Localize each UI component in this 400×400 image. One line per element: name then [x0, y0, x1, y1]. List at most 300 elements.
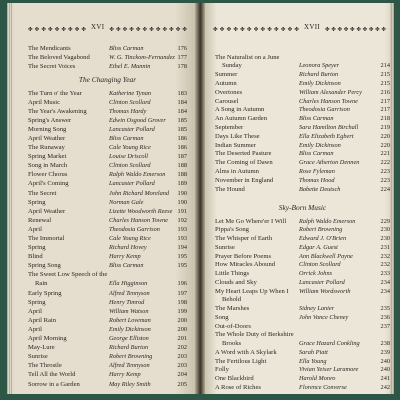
entry-page-number: 231 [380, 243, 390, 251]
fleuron-icon [68, 23, 73, 31]
entry-author: Sarah Piatt [299, 348, 328, 356]
toc-entry-continuation [215, 340, 390, 349]
entry-author: Theodosia Garrison [109, 225, 160, 233]
toc-entry [215, 150, 390, 159]
toc-entry [215, 261, 390, 270]
entry-author: Ralph Waldo Emerson [299, 217, 356, 225]
entry-author: John Vance Cheney [299, 313, 349, 321]
entry-title: Rain [35, 280, 48, 288]
toc-entry [215, 305, 390, 314]
entry-title: April's Coming [28, 180, 69, 188]
fleuron-icon [331, 23, 336, 31]
fleuron-icon [233, 23, 238, 31]
fleuron-icon [325, 23, 330, 31]
entry-title: Prayer Before Poems [215, 252, 272, 260]
entry-title: How Miracles Abound [215, 261, 276, 269]
entry-page-number: 223 [380, 167, 390, 175]
entry-author: Robert Loveman [109, 316, 151, 324]
entry-title: Spring [28, 298, 46, 306]
entry-author: George Elliston [109, 335, 149, 343]
entry-author: Bliss Carman [109, 44, 144, 52]
entry-title: Let Me Go Where'er I Will [215, 217, 287, 225]
entry-page-number: 188 [177, 171, 187, 179]
entry-page-number: 234 [380, 287, 390, 295]
entry-title: The Whole Duty of Berkshire [215, 331, 294, 339]
entry-page-number: 242 [380, 383, 390, 391]
entry-title: The Secret Voices [28, 62, 76, 70]
entry-title: The Sweet Low Speech of the [28, 271, 108, 279]
toc-entry [215, 54, 390, 63]
entry-title: Behold [222, 296, 242, 304]
entry-page-number: 188 [177, 162, 187, 170]
fleuron-icon [247, 23, 252, 31]
entry-title: Summer [215, 71, 238, 79]
toc-entry [28, 98, 187, 107]
toc-list [28, 89, 187, 389]
entry-author: Lancaster Pollard [299, 278, 345, 286]
entry-title: Indian Summer [215, 141, 256, 149]
fleuron-icon [136, 23, 141, 31]
entry-author: Babette Deutsch [299, 185, 341, 193]
entry-title: The Whisper of Earth [215, 235, 273, 243]
toc-entry [215, 80, 390, 89]
entry-author: Richard Burton [109, 344, 149, 352]
entry-title: The Hound [215, 185, 245, 193]
fleuron-icon [123, 23, 128, 31]
toc-entry [28, 316, 187, 325]
entry-author: Orrick Johns [299, 270, 333, 278]
entry-page-number: 178 [177, 62, 187, 70]
toc-entry [28, 125, 187, 134]
entry-title: April Rain [28, 316, 57, 324]
entry-title: Alms in Autumn [215, 167, 259, 175]
entry-page-number: 195 [177, 253, 187, 261]
fleuron-icon [260, 23, 265, 31]
entry-author: Lancaster Pollard [109, 180, 155, 188]
entry-page-number: 221 [380, 150, 390, 158]
fleuron-icon [338, 23, 343, 31]
entry-author: Emily Dickinson [299, 141, 341, 149]
entry-page-number: 195 [177, 262, 187, 270]
toc-entry [28, 207, 187, 216]
ornament-strip [28, 23, 86, 31]
toc-entry [28, 143, 187, 152]
entry-page-number: 190 [177, 189, 187, 197]
entry-page-number: 184 [177, 98, 187, 106]
toc-entry [215, 177, 390, 186]
entry-author: Bliss Carman [299, 150, 334, 158]
entry-title: A Song in Autumn [215, 106, 265, 114]
fleuron-icon [169, 23, 174, 31]
fleuron-icon [274, 23, 279, 31]
entry-title: The Marshes [215, 305, 250, 313]
fleuron-icon [254, 23, 259, 31]
ornament-strip [109, 23, 187, 31]
entry-title: Sunday [222, 62, 242, 70]
fleuron-icon [213, 23, 218, 31]
toc-entry [215, 366, 390, 375]
entry-author: Sidney Lanier [299, 305, 335, 313]
fleuron-icon [55, 23, 60, 31]
entry-author: Bliss Carman [109, 262, 144, 270]
entry-page-number: 230 [380, 235, 390, 243]
entry-author: William Wordsworth [299, 287, 351, 295]
entry-author: Vivian Yeiser Laramore [299, 366, 359, 374]
entry-page-number: 197 [177, 289, 187, 297]
entry-author: Richard Hovey [109, 244, 147, 252]
fleuron-icon [143, 23, 148, 31]
page-folio: XVI [91, 23, 105, 31]
entry-title: April [28, 325, 42, 333]
toc-entry [215, 279, 390, 288]
toc-entry [28, 343, 187, 352]
toc-list [215, 218, 390, 393]
toc-entry [215, 98, 390, 107]
entry-title: April [28, 307, 42, 315]
toc-entry [28, 325, 187, 334]
entry-page-number: 187 [177, 153, 187, 161]
entry-title: The Immortal [28, 235, 65, 242]
toc-entry [28, 170, 187, 179]
toc-entry [28, 334, 187, 343]
entry-title: Out-of-Doors [215, 322, 251, 330]
entry-title: The Deserted Pasture [215, 150, 272, 158]
entry-page-number: 191 [177, 207, 187, 215]
toc-entry [28, 89, 187, 98]
fleuron-icon [129, 23, 134, 31]
toc-entry [28, 307, 187, 316]
entry-author: Robert Browning [299, 226, 343, 234]
fleuron-icon [344, 23, 349, 31]
entry-title: April [28, 225, 42, 233]
entry-title: Renewal [28, 216, 52, 224]
fleuron-icon [288, 23, 293, 31]
fleuron-icon [116, 23, 121, 31]
entry-author: William Watson [109, 307, 149, 315]
entry-title: April Weather [28, 207, 66, 215]
toc-list [28, 44, 187, 71]
entry-page-number: 218 [380, 115, 390, 123]
entry-title: The Runaway [28, 144, 65, 152]
fleuron-icon [28, 23, 33, 31]
entry-author: Louise Driscoll [109, 153, 149, 161]
entry-page-number: 199 [177, 307, 187, 315]
entry-title: One Blackbird [215, 375, 254, 383]
entry-page-number: 196 [177, 280, 187, 288]
toc-entry [28, 107, 187, 116]
entry-author: Bliss Carman [109, 134, 144, 142]
toc-entry [28, 370, 187, 379]
entry-page-number: 205 [177, 380, 187, 388]
entry-title: Tell All the World [28, 371, 76, 379]
entry-page-number: 217 [380, 106, 390, 114]
fleuron-icon [162, 23, 167, 31]
entry-title: May-Lure [28, 344, 55, 352]
entry-title: April Morning [28, 335, 67, 343]
fleuron-icon [375, 23, 380, 31]
entry-title: Song [215, 313, 229, 321]
toc-entry [215, 168, 390, 177]
entry-title: The Fertilous Light [215, 357, 267, 365]
toc-entry [215, 71, 390, 80]
toc-entry [28, 270, 187, 279]
entry-author: Ella Elizabeth Egbert [299, 132, 354, 140]
entry-author: Ralph Waldo Emerson [109, 171, 166, 179]
entry-title: Early Spring [28, 289, 62, 297]
entry-author: Katherine Tynan [109, 89, 152, 97]
entry-title: April Weather [28, 134, 66, 142]
entry-title: Spring Song [28, 262, 61, 270]
entry-author: Alfred Tennyson [109, 362, 150, 370]
toc-entry [215, 186, 390, 195]
entry-page-number: 189 [177, 180, 187, 188]
entry-author: Sara Hamilton Birchall [299, 123, 359, 131]
entry-title: The Year's Awakening [28, 107, 87, 115]
entry-title: Sunrise [28, 353, 48, 361]
entry-page-number: 215 [380, 71, 390, 79]
entry-title: Pippa's Song [215, 226, 249, 234]
fleuron-icon [363, 23, 368, 31]
entry-title: The Throstle [28, 362, 62, 370]
entry-title: Sorrow in a Garden [28, 380, 80, 388]
entry-author: Richard Burton [299, 71, 339, 79]
entry-page-number: 220 [380, 141, 390, 149]
ornament-strip [325, 23, 386, 31]
entry-title: The Beloved Vagabond [28, 53, 90, 61]
fleuron-icon [156, 23, 161, 31]
entry-page-number: 186 [177, 144, 187, 152]
page-folio: XVII [304, 23, 320, 31]
entry-page-number: 176 [177, 44, 187, 52]
fleuron-icon [381, 23, 386, 31]
entry-page-number: 194 [177, 244, 187, 252]
entry-page-number: 234 [380, 278, 390, 286]
fleuron-icon [240, 23, 245, 31]
entry-page-number: 229 [380, 217, 390, 225]
toc-entry [215, 288, 390, 297]
toc-entry [28, 298, 187, 307]
entry-title: Spring's Answer [28, 116, 72, 124]
toc-entry [215, 235, 390, 244]
entry-page-number: 214 [380, 62, 390, 70]
entry-author: Ella Young [299, 357, 327, 365]
fleuron-icon [109, 23, 114, 31]
entry-author: William Alexander Percy [299, 88, 362, 96]
entry-title: A Rose of Riches [215, 383, 261, 391]
toc-entry [215, 218, 390, 227]
entry-title: Morning Song [28, 125, 67, 133]
fleuron-icon [294, 23, 299, 31]
entry-page-number: 240 [380, 357, 390, 365]
toc-entry [215, 331, 390, 340]
entry-page-number: 202 [177, 344, 187, 352]
fleuron-icon [369, 23, 374, 31]
toc-entry [28, 179, 187, 188]
toc-entry [28, 152, 187, 161]
entry-title: An Autumn Garden [215, 115, 268, 123]
toc-entry [215, 244, 390, 253]
toc-entry [215, 323, 390, 332]
toc-entry [215, 115, 390, 124]
entry-page-number: 215 [380, 79, 390, 87]
entry-title: Spring Market [28, 153, 67, 161]
entry-author: Ann Blackwell Payne [299, 252, 353, 260]
entry-title: The Turn o' the Year [28, 89, 82, 97]
entry-author: May Riley Smith [109, 380, 151, 388]
page-header [28, 23, 187, 31]
fleuron-icon [149, 23, 154, 31]
entry-title: Autumn [215, 79, 237, 87]
section-heading: The Changing Year [78, 75, 137, 84]
toc-entry [215, 159, 390, 168]
toc-entry [28, 44, 187, 53]
toc-entry [215, 106, 390, 115]
entry-title: Overtones [215, 88, 243, 96]
toc-entry [215, 375, 390, 384]
entry-title: Song in March [28, 162, 68, 170]
entry-page-number: 240 [380, 366, 390, 374]
toc-entry [215, 349, 390, 358]
entry-title: Blind [28, 253, 43, 261]
toc-entry [28, 361, 187, 370]
toc-entry [28, 189, 187, 198]
entry-title: Little Things [215, 270, 250, 278]
entry-author: Ethel E. Mannin [109, 62, 151, 70]
fleuron-icon [227, 23, 232, 31]
entry-author: Theodosia Garrison [299, 106, 350, 114]
toc-entry [215, 124, 390, 133]
entry-title: April Music [28, 98, 61, 106]
entry-page-number: 241 [380, 375, 390, 383]
entry-page-number: 200 [177, 325, 187, 333]
toc-entry [28, 252, 187, 261]
toc-entry-continuation [28, 279, 187, 288]
entry-page-number: 223 [380, 176, 390, 184]
entry-page-number: 186 [177, 134, 187, 142]
entry-title: Spring [28, 198, 46, 206]
entry-author: Harold Monro [299, 375, 336, 383]
entry-page-number: 177 [177, 53, 187, 61]
entry-title: The Mendicants [28, 44, 71, 52]
entry-author: Cale Young Rice [109, 144, 151, 152]
entry-page-number: 193 [177, 235, 187, 242]
entry-author: Grace Atherton Dennen [299, 159, 360, 167]
entry-author: Ella Higginson [109, 280, 148, 288]
fleuron-icon [176, 23, 181, 31]
entry-page-number: 204 [177, 371, 187, 379]
right-page [203, 3, 394, 394]
entry-author: Thomas Hardy [109, 107, 147, 115]
entry-author: Harry Kemp [109, 371, 141, 379]
fleuron-icon [75, 23, 80, 31]
page-header [213, 23, 386, 31]
entry-author: Clinton Scollard [299, 261, 341, 269]
entry-page-number: 224 [380, 185, 390, 193]
entry-author: Rose Fyleman [299, 167, 335, 175]
entry-author: Emily Dickinson [299, 79, 341, 87]
entry-author: Clinton Scollard [109, 162, 151, 170]
toc-entry [28, 198, 187, 207]
entry-author: Henry Timrod [109, 298, 145, 306]
fleuron-icon [182, 23, 187, 31]
entry-author: Charles Hanson Towne [299, 97, 358, 105]
entry-page-number: 238 [380, 340, 390, 348]
fleuron-icon [48, 23, 53, 31]
entry-author: Robert Browning [109, 353, 153, 361]
toc-entry [215, 314, 390, 323]
entry-title: A Word with A Skylark [215, 348, 277, 356]
entry-author: Emily Dickinson [109, 325, 151, 333]
entry-page-number: 192 [177, 216, 187, 224]
toc-entry [28, 261, 187, 270]
entry-author: Bliss Carman [299, 115, 334, 123]
entry-author: Clinton Scollard [109, 98, 151, 106]
entry-title: Spring [28, 244, 46, 252]
entry-page-number: 235 [380, 305, 390, 313]
toc-entry-continuation [215, 296, 390, 305]
fleuron-icon [41, 23, 46, 31]
toc-entry [28, 62, 187, 71]
entry-author: Lancaster Pollard [109, 125, 155, 133]
toc-entry [215, 270, 390, 279]
entry-page-number: 200 [177, 316, 187, 324]
entry-page-number: 185 [177, 116, 187, 124]
entry-page-number: 185 [177, 125, 187, 133]
fleuron-icon [220, 23, 225, 31]
entry-author: Florence Converse [299, 383, 347, 391]
fleuron-icon [350, 23, 355, 31]
entry-page-number: 193 [177, 225, 187, 233]
entry-page-number: 233 [380, 270, 390, 278]
entry-author: W. G. Tinckom-Fernandez [109, 53, 175, 61]
entry-page-number: 203 [177, 353, 187, 361]
entry-title: The Naturalist on a June [215, 53, 280, 61]
entry-author: Grace Hazard Conkling [299, 340, 360, 348]
entry-author: Charles Hanson Towne [109, 216, 168, 224]
entry-title: Brooks [222, 340, 242, 348]
fleuron-icon [281, 23, 286, 31]
entry-author: Leonora Speyer [299, 62, 340, 70]
entry-page-number: 203 [177, 362, 187, 370]
entry-page-number: 183 [177, 89, 187, 97]
fleuron-icon [35, 23, 40, 31]
toc-entry [215, 89, 390, 98]
fleuron-icon [61, 23, 66, 31]
entry-page-number: 222 [380, 159, 390, 167]
fleuron-icon [81, 23, 86, 31]
entry-title: Sunrise [215, 243, 235, 251]
toc-entry-continuation [215, 62, 390, 71]
entry-title: November in England [215, 176, 274, 184]
entry-page-number: 184 [177, 107, 187, 115]
entry-page-number: 232 [380, 261, 390, 269]
entry-author: Cale Young Rice [109, 235, 151, 242]
toc-entry [28, 161, 187, 170]
entry-title: Flower Chorus [28, 171, 68, 179]
entry-page-number: 237 [380, 322, 390, 330]
entry-author: Norman Gale [109, 198, 144, 206]
toc-entry [215, 253, 390, 262]
toc-entry [28, 380, 187, 389]
entry-author: Lizette Woodworth Reese [109, 207, 173, 215]
toc-entry [215, 226, 390, 235]
fleuron-icon [356, 23, 361, 31]
entry-title: The Secret [28, 189, 57, 197]
entry-title: September [215, 123, 244, 131]
toc-entry [28, 234, 187, 243]
entry-page-number: 220 [380, 132, 390, 140]
entry-author: Edgar A. Guest [299, 243, 338, 251]
